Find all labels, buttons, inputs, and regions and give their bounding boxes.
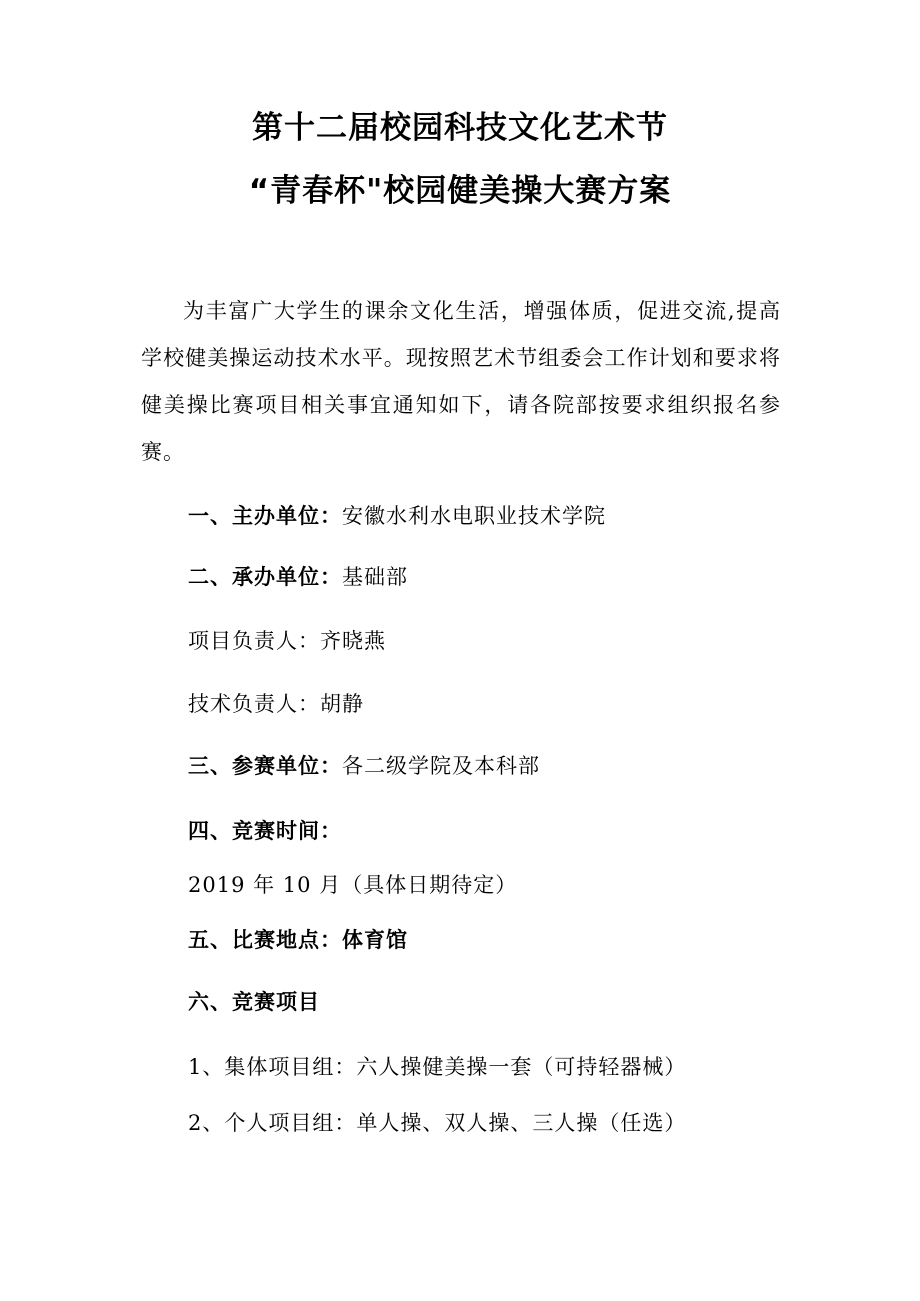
section-time-heading: 四、竞赛时间： — [188, 819, 342, 843]
section-venue-value: 体育馆 — [342, 928, 408, 952]
project-lead-text: 项目负责人：齐晓燕 — [188, 629, 386, 653]
section-events-heading: 六、竞赛项目 — [188, 990, 320, 1014]
section-participants-value: 各二级学院及本科部 — [342, 754, 540, 778]
section-time-value: 2019 年 10 月（具体日期待定） — [188, 873, 518, 897]
tech-lead-text: 技术负责人：胡静 — [188, 692, 364, 716]
title-line-2: “青春杯"校园健美操大赛方案 — [248, 173, 672, 209]
tech-lead — [188, 688, 364, 720]
section-host-heading: 一、主办单位： — [188, 504, 342, 528]
event-item-group: 1、集体项目组：六人操健美操一套（可持轻器械） — [188, 1055, 687, 1079]
list-item — [188, 1107, 686, 1139]
intro-paragraph: 为丰富广大学生的课余文化生活，增强体质，促进交流,提高学校健美操运动技术水平。现按照艺术节组委会工作计划和要求将健美操比赛项目相关事宜通知如下，请各院部按要求组织报名参赛。 — [141, 299, 781, 464]
project-lead — [188, 625, 386, 657]
section-time-value-line — [188, 869, 517, 901]
section-participants-heading: 三、参赛单位： — [188, 754, 342, 778]
section-time — [188, 815, 342, 847]
section-organizer-heading: 二、承办单位： — [188, 565, 342, 589]
section-events — [188, 986, 320, 1018]
section-venue-heading: 五、比赛地点： — [188, 928, 342, 952]
section-organizer — [188, 561, 408, 593]
section-host — [188, 500, 606, 532]
section-host-value: 安徽水利水电职业技术学院 — [342, 504, 606, 528]
section-organizer-value: 基础部 — [342, 565, 408, 589]
list-item — [188, 1051, 686, 1083]
title-line-1: 第十二届校园科技文化艺术节 — [252, 110, 668, 146]
event-item-individual: 2、个人项目组：单人操、双人操、三人操（任选） — [188, 1111, 687, 1135]
section-participants — [188, 750, 540, 782]
section-venue — [188, 924, 408, 956]
